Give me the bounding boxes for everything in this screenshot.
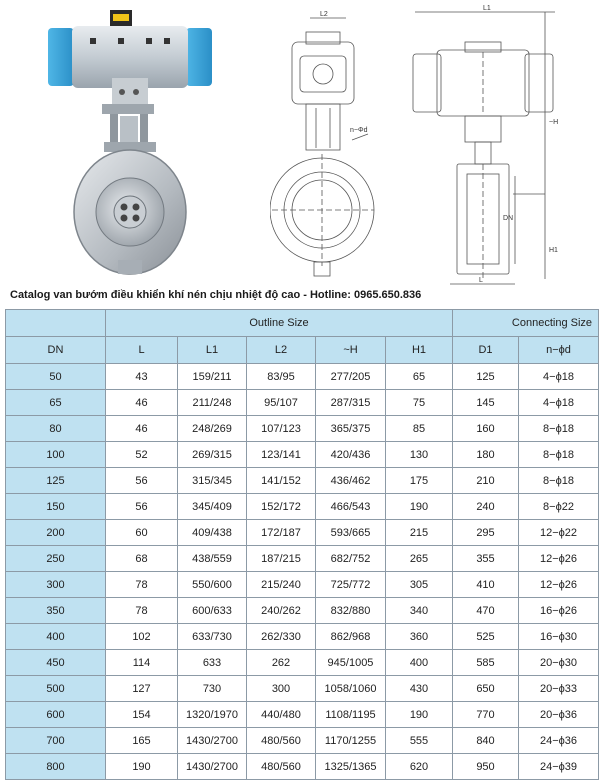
table-cell: 46 — [106, 390, 178, 416]
table-cell: 123/141 — [247, 442, 316, 468]
table-cell: 620 — [386, 754, 453, 780]
valve-product-photo — [40, 4, 220, 276]
table-row — [6, 754, 599, 780]
dn-cell: 450 — [6, 650, 106, 676]
dn-cell: 80 — [6, 416, 106, 442]
table-row — [6, 572, 599, 598]
table-cell: 360 — [386, 624, 453, 650]
dn-cell: 150 — [6, 494, 106, 520]
dn-cell: 50 — [6, 364, 106, 390]
table-row — [6, 390, 599, 416]
table-cell: 287/315 — [316, 390, 386, 416]
table-cell: 95/107 — [247, 390, 316, 416]
dn-cell: 65 — [6, 390, 106, 416]
dim-l1-label: L1 — [483, 5, 491, 12]
table-cell: 152/172 — [247, 494, 316, 520]
table-cell: 20−ϕ30 — [519, 650, 599, 676]
table-cell: 633 — [178, 650, 247, 676]
outline-size-header: Outline Size — [106, 310, 453, 337]
table-cell: 175 — [386, 468, 453, 494]
column-header: D1 — [453, 337, 519, 364]
column-header: L2 — [247, 337, 316, 364]
dn-cell: 200 — [6, 520, 106, 546]
table-cell: 16−ϕ30 — [519, 624, 599, 650]
table-cell: 340 — [386, 598, 453, 624]
column-header: n−ϕd — [519, 337, 599, 364]
table-cell: 52 — [106, 442, 178, 468]
table-cell: 211/248 — [178, 390, 247, 416]
table-cell: 840 — [453, 728, 519, 754]
table-cell: 585 — [453, 650, 519, 676]
dn-cell: 350 — [6, 598, 106, 624]
dn-cell: 600 — [6, 702, 106, 728]
table-cell: 950 — [453, 754, 519, 780]
table-cell: 355 — [453, 546, 519, 572]
table-cell: 56 — [106, 468, 178, 494]
table-cell: 345/409 — [178, 494, 247, 520]
table-cell: 4−ϕ18 — [519, 364, 599, 390]
table-cell: 141/152 — [247, 468, 316, 494]
dn-cell: 100 — [6, 442, 106, 468]
table-cell: 190 — [386, 494, 453, 520]
table-cell: 430 — [386, 676, 453, 702]
dn-cell: 700 — [6, 728, 106, 754]
table-cell: 8−ϕ22 — [519, 494, 599, 520]
side-view-drawing — [270, 4, 380, 284]
table-cell: 8−ϕ18 — [519, 416, 599, 442]
dim-n-phi-d-label: n−Φd — [350, 127, 368, 134]
table-row — [6, 442, 599, 468]
table-cell: 8−ϕ18 — [519, 468, 599, 494]
table-cell: 945/1005 — [316, 650, 386, 676]
table-cell: 600/633 — [178, 598, 247, 624]
front-view-drawing — [395, 4, 585, 289]
dn-cell: 250 — [6, 546, 106, 572]
table-cell: 277/205 — [316, 364, 386, 390]
table-row — [6, 468, 599, 494]
table-cell: 650 — [453, 676, 519, 702]
table-cell: 262/330 — [247, 624, 316, 650]
table-row — [6, 598, 599, 624]
dn-cell: 300 — [6, 572, 106, 598]
table-cell: 60 — [106, 520, 178, 546]
table-cell: 770 — [453, 702, 519, 728]
dn-cell: 500 — [6, 676, 106, 702]
table-cell: 305 — [386, 572, 453, 598]
table-cell: 1058/1060 — [316, 676, 386, 702]
table-cell: 8−ϕ18 — [519, 442, 599, 468]
table-cell: 125 — [453, 364, 519, 390]
table-column-header-row — [6, 337, 599, 364]
table-cell: 1108/1195 — [316, 702, 386, 728]
table-cell: 1325/1365 — [316, 754, 386, 780]
table-row — [6, 728, 599, 754]
table-cell: 145 — [453, 390, 519, 416]
table-cell: 65 — [386, 364, 453, 390]
table-body — [6, 364, 599, 780]
table-cell: 295 — [453, 520, 519, 546]
table-cell: 4−ϕ18 — [519, 390, 599, 416]
dim-l2-label: L2 — [320, 11, 328, 18]
table-cell: 438/559 — [178, 546, 247, 572]
column-header: L — [106, 337, 178, 364]
table-cell: 190 — [386, 702, 453, 728]
table-cell: 78 — [106, 572, 178, 598]
table-cell: 78 — [106, 598, 178, 624]
table-cell: 470 — [453, 598, 519, 624]
table-cell: 107/123 — [247, 416, 316, 442]
dn-cell: 400 — [6, 624, 106, 650]
table-cell: 262 — [247, 650, 316, 676]
table-cell: 172/187 — [247, 520, 316, 546]
table-row — [6, 650, 599, 676]
table-cell: 240 — [453, 494, 519, 520]
table-cell: 114 — [106, 650, 178, 676]
column-header: ~H — [316, 337, 386, 364]
table-cell: 480/560 — [247, 754, 316, 780]
table-cell: 862/968 — [316, 624, 386, 650]
table-cell: 248/269 — [178, 416, 247, 442]
table-row — [6, 494, 599, 520]
table-cell: 730 — [178, 676, 247, 702]
table-cell: 12−ϕ26 — [519, 546, 599, 572]
dim-h1-label: H1 — [549, 247, 558, 254]
table-cell: 24−ϕ39 — [519, 754, 599, 780]
table-cell: 215 — [386, 520, 453, 546]
table-cell: 265 — [386, 546, 453, 572]
dimension-table — [5, 309, 599, 780]
dn-cell: 800 — [6, 754, 106, 780]
dim-dn-label: DN — [503, 215, 514, 222]
table-cell: 555 — [386, 728, 453, 754]
table-cell: 127 — [106, 676, 178, 702]
table-cell: 46 — [106, 416, 178, 442]
table-cell: 480/560 — [247, 728, 316, 754]
table-cell: 436/462 — [316, 468, 386, 494]
table-row — [6, 520, 599, 546]
table-row — [6, 416, 599, 442]
table-cell: 68 — [106, 546, 178, 572]
table-cell: 725/772 — [316, 572, 386, 598]
table-cell: 187/215 — [247, 546, 316, 572]
table-cell: 180 — [453, 442, 519, 468]
table-cell: 420/436 — [316, 442, 386, 468]
table-cell: 1170/1255 — [316, 728, 386, 754]
catalog-caption: Catalog van bướm điều khiển khí nén chịu nhiệt độ cao - Hotline: 0965.650.836 — [10, 289, 422, 301]
table-cell: 466/543 — [316, 494, 386, 520]
table-cell: 525 — [453, 624, 519, 650]
table-cell: 215/240 — [247, 572, 316, 598]
table-cell: 633/730 — [178, 624, 247, 650]
table-cell: 593/665 — [316, 520, 386, 546]
table-cell: 85 — [386, 416, 453, 442]
table-cell: 210 — [453, 468, 519, 494]
table-cell: 365/375 — [316, 416, 386, 442]
table-cell: 1320/1970 — [178, 702, 247, 728]
table-cell: 440/480 — [247, 702, 316, 728]
table-cell: 550/600 — [178, 572, 247, 598]
table-cell: 83/95 — [247, 364, 316, 390]
table-cell: 315/345 — [178, 468, 247, 494]
table-cell: 12−ϕ22 — [519, 520, 599, 546]
table-cell: 400 — [386, 650, 453, 676]
column-header: DN — [6, 337, 106, 364]
table-cell: 16−ϕ26 — [519, 598, 599, 624]
table-cell: 1430/2700 — [178, 728, 247, 754]
column-header: H1 — [386, 337, 453, 364]
table-row — [6, 624, 599, 650]
table-cell: 75 — [386, 390, 453, 416]
table-row — [6, 364, 599, 390]
table-cell: 20−ϕ36 — [519, 702, 599, 728]
connecting-size-header: Connecting Size — [453, 310, 599, 337]
table-cell: 240/262 — [247, 598, 316, 624]
dim-h-label: ~H — [549, 119, 559, 126]
table-cell: 20−ϕ33 — [519, 676, 599, 702]
table-cell: 682/752 — [316, 546, 386, 572]
table-row — [6, 676, 599, 702]
table-row — [6, 546, 599, 572]
table-cell: 409/438 — [178, 520, 247, 546]
header-blank-cell — [6, 310, 106, 337]
table-cell: 165 — [106, 728, 178, 754]
table-cell: 832/880 — [316, 598, 386, 624]
table-cell: 190 — [106, 754, 178, 780]
table-cell: 154 — [106, 702, 178, 728]
table-cell: 56 — [106, 494, 178, 520]
table-cell: 300 — [247, 676, 316, 702]
table-cell: 410 — [453, 572, 519, 598]
dim-l-label: L — [479, 277, 483, 284]
table-group-header-row — [6, 310, 599, 337]
table-cell: 43 — [106, 364, 178, 390]
table-cell: 159/211 — [178, 364, 247, 390]
table-row — [6, 702, 599, 728]
table-cell: 130 — [386, 442, 453, 468]
table-cell: 102 — [106, 624, 178, 650]
table-cell: 269/315 — [178, 442, 247, 468]
dn-cell: 125 — [6, 468, 106, 494]
table-cell: 12−ϕ26 — [519, 572, 599, 598]
column-header: L1 — [178, 337, 247, 364]
table-cell: 24−ϕ36 — [519, 728, 599, 754]
table-cell: 1430/2700 — [178, 754, 247, 780]
table-cell: 160 — [453, 416, 519, 442]
